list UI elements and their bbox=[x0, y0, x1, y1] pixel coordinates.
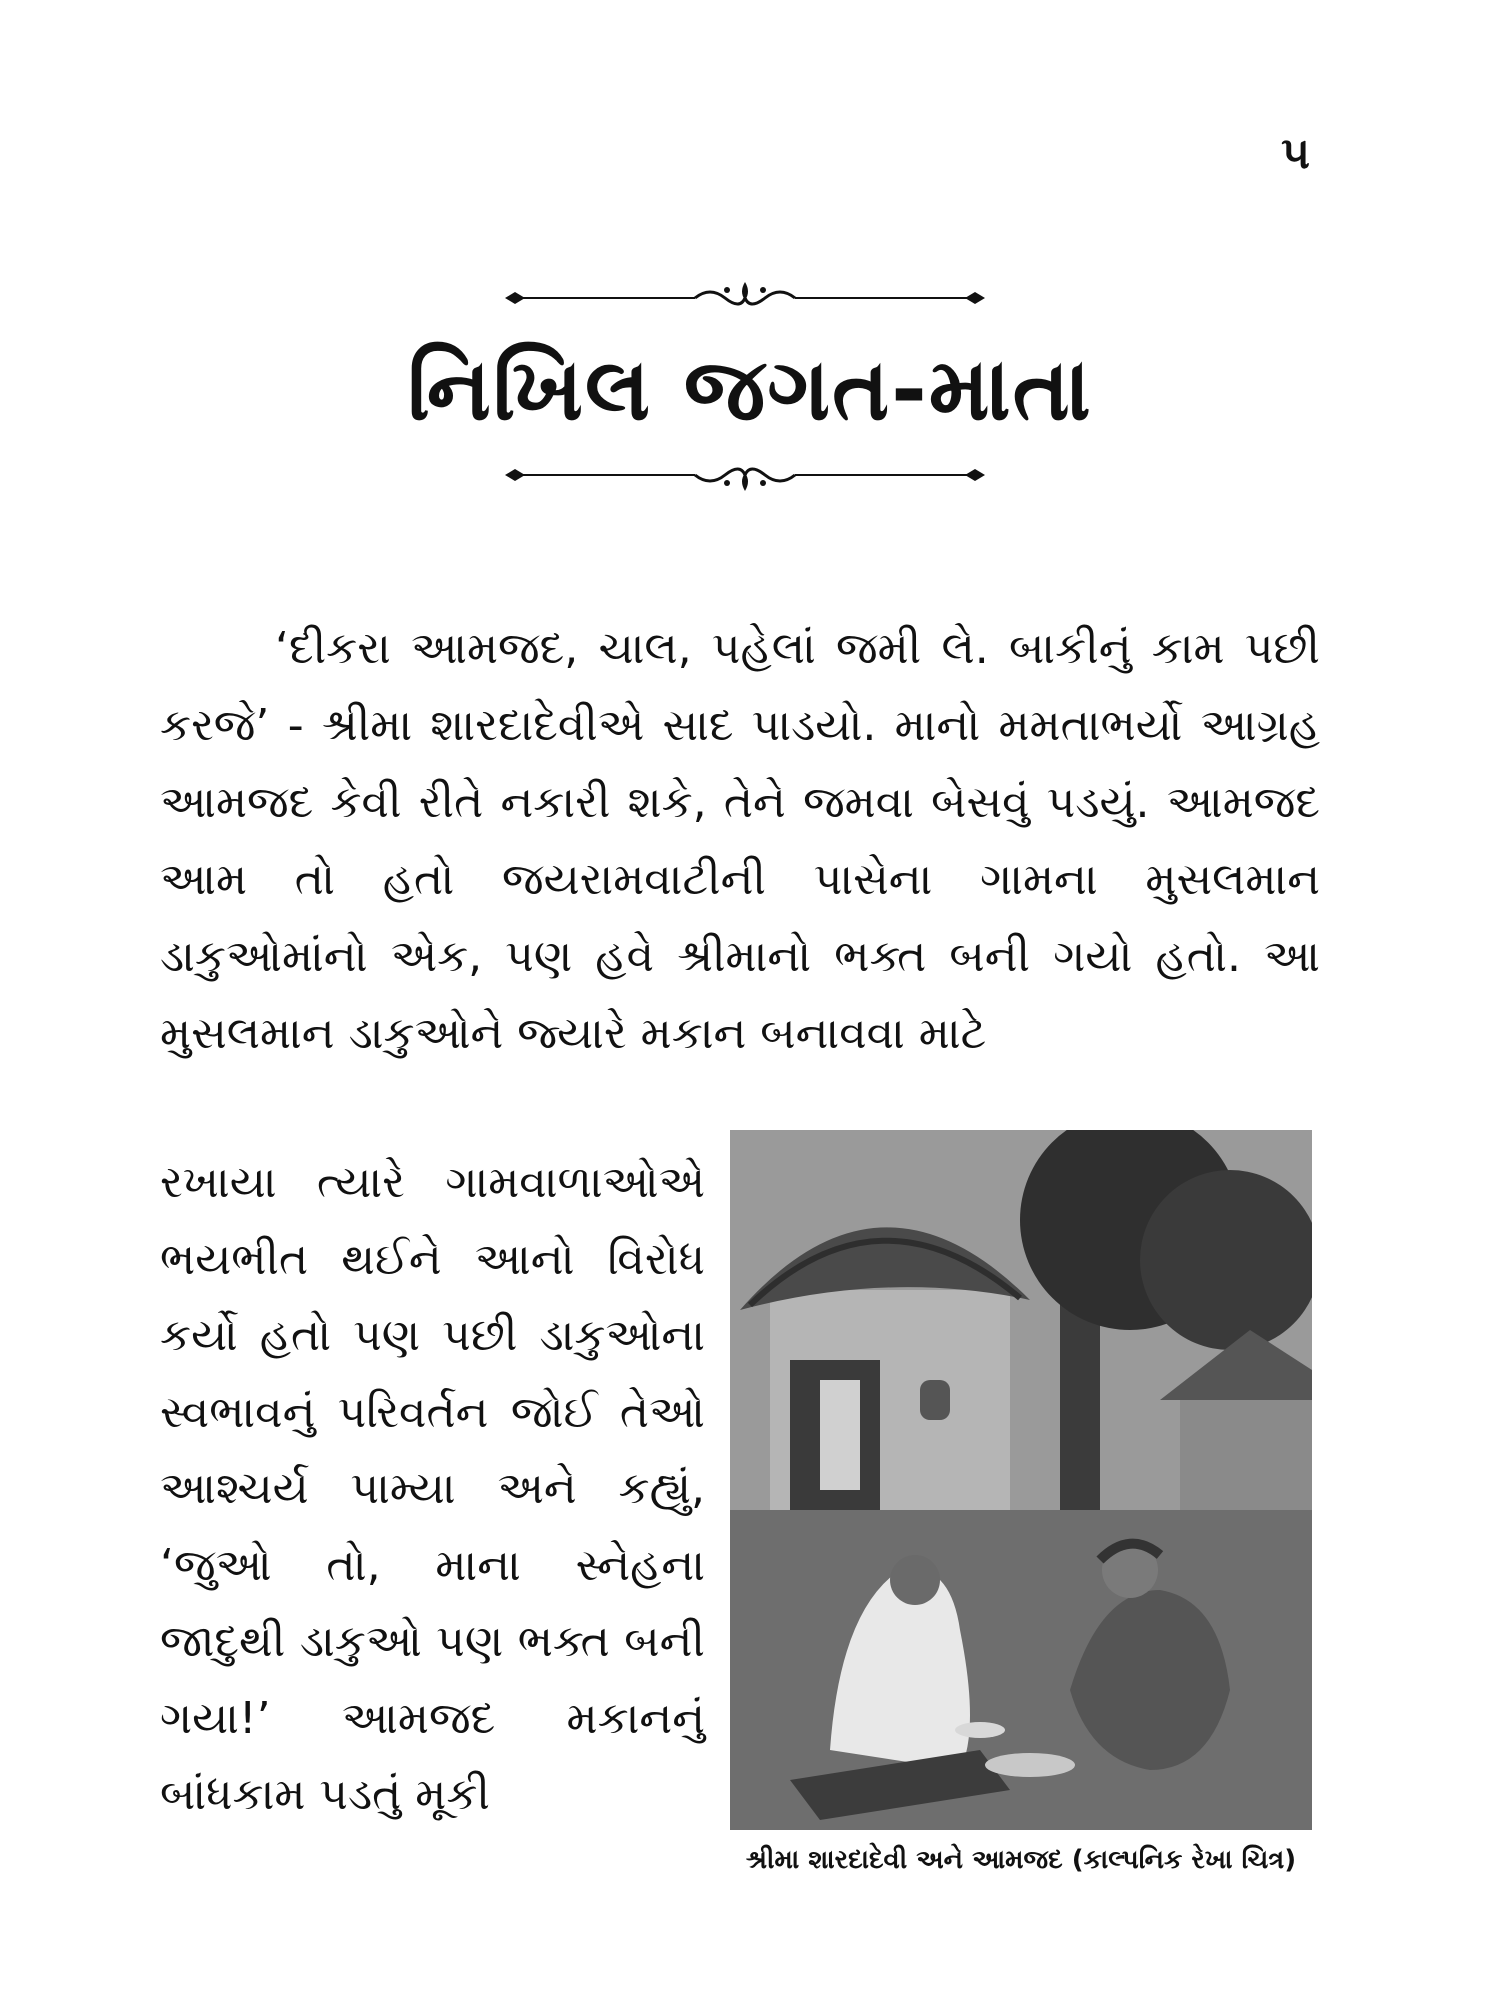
page-number: ૫ bbox=[1281, 128, 1310, 179]
page-title: નિખિલ જગત-માતા bbox=[407, 340, 1093, 440]
body-paragraph-column: રખાયા ત્યારે ગામવાળાઓએ ભયભીત થઈને આનો વિરોધ કર્યો હતો પણ પછી ડાકુઓના સ્વભાવનું પરિવર્તન જોઈ તેઓ આશ્ચર્ય પામ્યા અને કહ્યું, ‘જુઓ તો, માના સ્નેહના જાદુથી ડાકુઓ પણ ભક્ત બની ગયા!’ આમજદ મકાનનું બાંધકામ પડતું મૂકી bbox=[160, 1157, 705, 1820]
illustration-caption: શ્રીમા શારદાદેવી અને આમજદ (કાલ્પનિક રેખા ચિત્ર) bbox=[745, 1845, 1297, 1875]
body-paragraph-full-width: ‘દીકરા આમજદ, ચાલ, પહેલાં જમી લે. બાકીનું કામ પછી કરજે’ - શ્રીમા શારદાદેવીએ સાદ પાડયો. માનો મમતાભર્યો આગ્રહ આમજદ કેવી રીતે નકારી શકે, તેને જમવા બેસવું પડયું. આમજદ આમ તો હતો જયરામવાટીની પાસેના ગામના મુસલમાન ડાકુઓમાંનો એક, પણ હવે શ્રીમાનો ભક્ત બની ગયો હતો. આ મુસલમાન ડાકુઓને જ્યારે મકાન બનાવવા માટે bbox=[160, 623, 1320, 1059]
illustration-image bbox=[730, 1130, 1312, 1830]
top-ornament-divider bbox=[495, 278, 995, 318]
bottom-ornament-divider bbox=[495, 455, 995, 495]
